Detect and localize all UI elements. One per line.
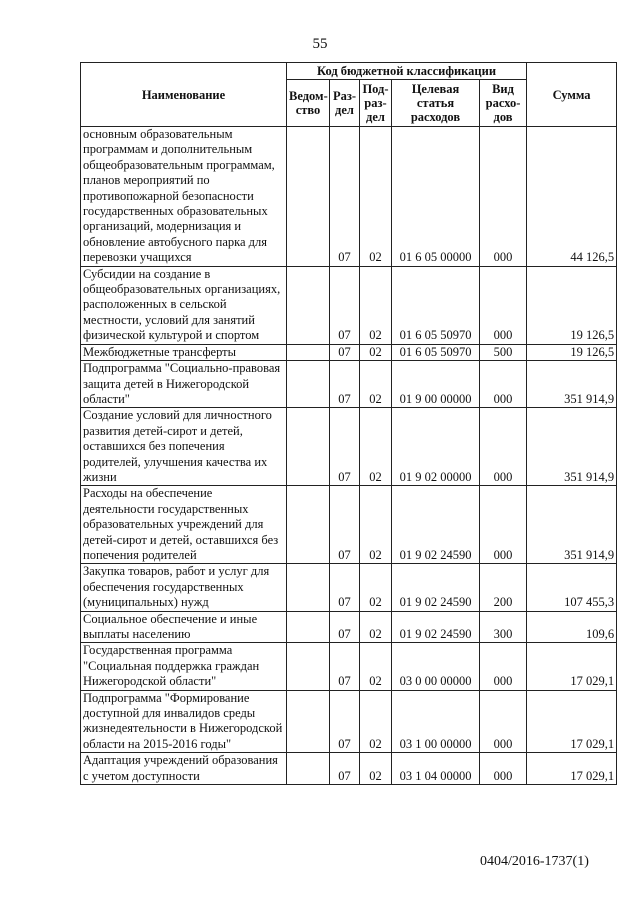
row-celevaya: 01 6 05 00000 xyxy=(392,127,480,267)
header-celevaya: Целевая статья расходов xyxy=(392,80,480,127)
table-row xyxy=(81,753,617,785)
row-podrazdel: 02 xyxy=(360,564,392,611)
row-summa: 17 029,1 xyxy=(527,753,617,785)
row-celevaya: 01 6 05 50970 xyxy=(392,344,480,360)
header-podrazdel: Под-раз-дел xyxy=(360,80,392,127)
header-name: Наименование xyxy=(81,63,287,127)
header-classification-group: Код бюджетной классификации xyxy=(287,63,527,80)
row-razdel: 07 xyxy=(330,611,360,643)
row-podrazdel: 02 xyxy=(360,344,392,360)
row-celevaya: 03 1 04 00000 xyxy=(392,753,480,785)
row-vedomstvo xyxy=(287,643,330,690)
budget-table xyxy=(80,62,617,785)
table-row xyxy=(81,127,617,267)
table-row xyxy=(81,643,617,690)
header-vid: Вид расхо-дов xyxy=(480,80,527,127)
row-vid: 000 xyxy=(480,753,527,785)
row-razdel: 07 xyxy=(330,690,360,753)
row-razdel: 07 xyxy=(330,266,360,344)
row-name: Адаптация учреждений образования с учетом доступности xyxy=(81,753,287,785)
row-name: Закупка товаров, работ и услуг для обеспечения государственных (муниципальных) нужд xyxy=(81,564,287,611)
header-vedomstvo: Ведом-ство xyxy=(287,80,330,127)
row-summa: 17 029,1 xyxy=(527,643,617,690)
table-row xyxy=(81,690,617,753)
table-body xyxy=(81,127,617,785)
row-name: основным образовательным программам и дополнительным общеобразовательным программам, планов мероприятий по противопожарной безопасности государственных образовательных организаций, модернизация и обновление автобусного парка для перевозки учащихся xyxy=(81,127,287,267)
row-name: Социальное обеспечение и иные выплаты населению xyxy=(81,611,287,643)
table-row xyxy=(81,361,617,408)
row-summa: 17 029,1 xyxy=(527,690,617,753)
row-podrazdel: 02 xyxy=(360,408,392,486)
row-celevaya: 01 9 02 24590 xyxy=(392,486,480,564)
row-vid: 000 xyxy=(480,361,527,408)
row-name: Подпрограмма "Формирование доступной для инвалидов среды жизнедеятельности в Нижегородской области на 2015-2016 годы" xyxy=(81,690,287,753)
row-celevaya: 01 6 05 50970 xyxy=(392,266,480,344)
row-name: Подпрограмма "Социально-правовая защита детей в Нижегородской области" xyxy=(81,361,287,408)
row-razdel: 07 xyxy=(330,564,360,611)
row-summa: 351 914,9 xyxy=(527,408,617,486)
row-podrazdel: 02 xyxy=(360,643,392,690)
row-podrazdel: 02 xyxy=(360,611,392,643)
row-razdel: 07 xyxy=(330,361,360,408)
row-vid: 000 xyxy=(480,690,527,753)
row-vid: 200 xyxy=(480,564,527,611)
row-razdel: 07 xyxy=(330,127,360,267)
table-row xyxy=(81,344,617,360)
row-razdel: 07 xyxy=(330,643,360,690)
table-row xyxy=(81,486,617,564)
table-row xyxy=(81,564,617,611)
row-razdel: 07 xyxy=(330,753,360,785)
table-header xyxy=(81,63,617,127)
row-name: Субсидии на создание в общеобразовательных организациях, расположенных в сельской местности, условий для занятий физической культурой и спортом xyxy=(81,266,287,344)
row-vedomstvo xyxy=(287,361,330,408)
table-row xyxy=(81,408,617,486)
row-celevaya: 03 1 00 00000 xyxy=(392,690,480,753)
row-vid: 000 xyxy=(480,127,527,267)
row-vid: 500 xyxy=(480,344,527,360)
row-name: Межбюджетные трансферты xyxy=(81,344,287,360)
row-vedomstvo xyxy=(287,127,330,267)
row-name: Государственная программа "Социальная поддержка граждан Нижегородской области" xyxy=(81,643,287,690)
row-celevaya: 01 9 02 24590 xyxy=(392,611,480,643)
row-vid: 000 xyxy=(480,486,527,564)
row-name: Создание условий для личностного развития детей-сирот и детей, оставшихся без попечения родителей, улучшения качества их жизни xyxy=(81,408,287,486)
row-vedomstvo xyxy=(287,753,330,785)
row-summa: 107 455,3 xyxy=(527,564,617,611)
row-vedomstvo xyxy=(287,690,330,753)
row-vedomstvo xyxy=(287,564,330,611)
row-celevaya: 01 9 00 00000 xyxy=(392,361,480,408)
row-vid: 000 xyxy=(480,408,527,486)
row-vedomstvo xyxy=(287,486,330,564)
document-code: 0404/2016-1737(1) xyxy=(480,854,589,869)
row-vedomstvo xyxy=(287,611,330,643)
row-summa: 19 126,5 xyxy=(527,344,617,360)
row-podrazdel: 02 xyxy=(360,486,392,564)
header-razdel: Раз-дел xyxy=(330,80,360,127)
header-summa: Сумма xyxy=(527,63,617,127)
row-vedomstvo xyxy=(287,266,330,344)
row-name: Расходы на обеспечение деятельности государственных образовательных учреждений для детей-сирот и детей, оставшихся без попечения родителей xyxy=(81,486,287,564)
row-summa: 351 914,9 xyxy=(527,486,617,564)
row-podrazdel: 02 xyxy=(360,127,392,267)
row-podrazdel: 02 xyxy=(360,266,392,344)
row-razdel: 07 xyxy=(330,344,360,360)
row-celevaya: 01 9 02 00000 xyxy=(392,408,480,486)
row-vid: 000 xyxy=(480,266,527,344)
row-podrazdel: 02 xyxy=(360,690,392,753)
row-vedomstvo xyxy=(287,344,330,360)
row-vid: 000 xyxy=(480,643,527,690)
table-row xyxy=(81,611,617,643)
row-celevaya: 01 9 02 24590 xyxy=(392,564,480,611)
table-row xyxy=(81,266,617,344)
row-podrazdel: 02 xyxy=(360,753,392,785)
row-summa: 351 914,9 xyxy=(527,361,617,408)
row-summa: 44 126,5 xyxy=(527,127,617,267)
row-celevaya: 03 0 00 00000 xyxy=(392,643,480,690)
row-summa: 109,6 xyxy=(527,611,617,643)
page-number: 55 xyxy=(312,36,328,52)
row-razdel: 07 xyxy=(330,408,360,486)
row-summa: 19 126,5 xyxy=(527,266,617,344)
row-vedomstvo xyxy=(287,408,330,486)
row-podrazdel: 02 xyxy=(360,361,392,408)
row-razdel: 07 xyxy=(330,486,360,564)
row-vid: 300 xyxy=(480,611,527,643)
